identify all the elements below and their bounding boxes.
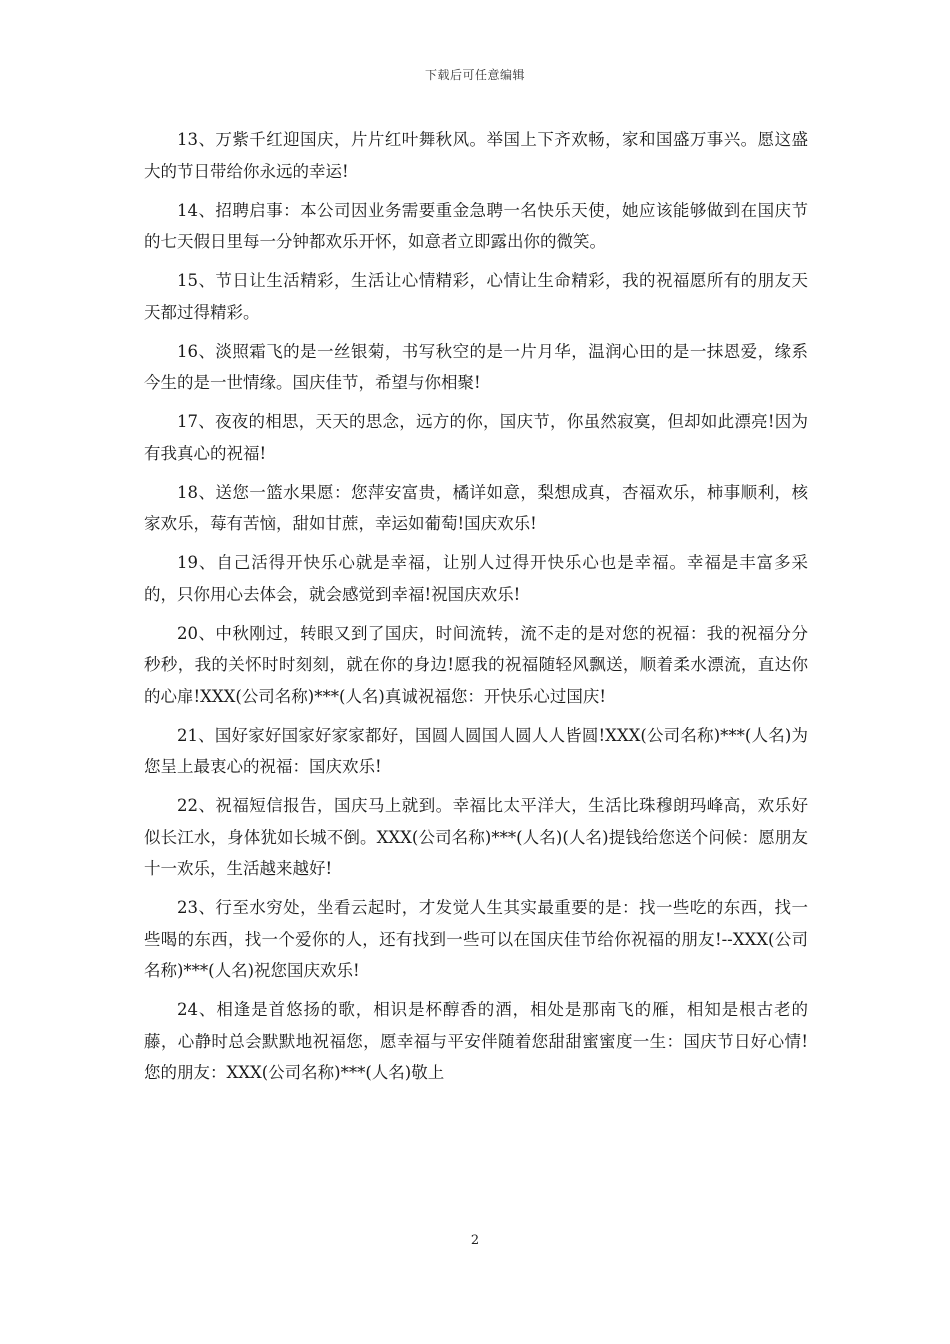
document-body — [144, 124, 808, 1096]
page-number: 2 — [470, 1233, 480, 1248]
paragraph-15: 15、节日让生活精彩，生活让心情精彩，心情让生命精彩，我的祝福愿所有的朋友天天都过得精彩。 — [144, 271, 808, 322]
paragraph-14: 14、招聘启事：本公司因业务需要重金急聘一名快乐天使，她应该能够做到在国庆节的七天假日里每一分钟都欢乐开怀，如意者立即露出你的微笑。 — [144, 200, 808, 251]
paragraph-18: 18、送您一篮水果愿：您萍安富贵，橘详如意，梨想成真，杏福欢乐，柿事顺利，核家欢乐，莓有苦恼，甜如甘蔗，幸运如葡萄!国庆欢乐! — [144, 482, 808, 533]
header-note: 下载后可任意编辑 — [424, 68, 525, 82]
paragraph-22: 22、祝福短信报告，国庆马上就到。幸福比太平洋大，生活比珠穆朗玛峰高，欢乐好似长江水，身体犹如长城不倒。XXX(公司名称)***(人名)(人名)提钱给您送个问候：愿朋友十一欢乐，生活越来越好! — [144, 796, 808, 878]
paragraph-23: 23、行至水穷处，坐看云起时，才发觉人生其实最重要的是：找一些吃的东西，找一些喝的东西，找一个爱你的人，还有找到一些可以在国庆佳节给你祝福的朋友!--XXX(公司名称)***(人名)祝您国庆欢乐! — [144, 898, 808, 980]
paragraph-17: 17、夜夜的相思，天天的思念，远方的你，国庆节，你虽然寂寞，但却如此漂亮!因为有我真心的祝福! — [144, 412, 808, 463]
paragraph-13: 13、万紫千红迎国庆，片片红叶舞秋风。举国上下齐欢畅，家和国盛万事兴。愿这盛大的节日带给你永远的幸运! — [144, 130, 808, 181]
paragraph-16: 16、淡照霜飞的是一丝银菊，书写秋空的是一片月华，温润心田的是一抹恩爱，缘系今生的是一世情缘。国庆佳节，希望与你相聚! — [144, 341, 808, 392]
paragraph-19: 19、自己活得开快乐心就是幸福，让别人过得开快乐心也是幸福。幸福是丰富多采的，只你用心去体会，就会感觉到幸福!祝国庆欢乐! — [144, 553, 808, 604]
paragraph-24: 24、相逢是首悠扬的歌，相识是杯醇香的酒，相处是那南飞的雁，相知是根古老的藤，心静时总会默默地祝福您，愿幸福与平安伴随着您甜甜蜜蜜度一生：国庆节日好心情!您的朋友：XXX(公司名称)***(人名)敬上 — [144, 1000, 808, 1082]
paragraph-20: 20、中秋刚过，转眼又到了国庆，时间流转，流不走的是对您的祝福：我的祝福分分秒秒，我的关怀时时刻刻，就在你的身边!愿我的祝福随轻风飘送，顺着柔水漂流，直达你的心扉!XXX(公司名称)***(人名)真诚祝福您：开快乐心过国庆! — [144, 623, 808, 706]
paragraph-21: 21、国好家好国家好家家都好，国圆人圆国人圆人人皆圆!XXX(公司名称)***(人名)为您呈上最衷心的祝福：国庆欢乐! — [144, 725, 808, 776]
